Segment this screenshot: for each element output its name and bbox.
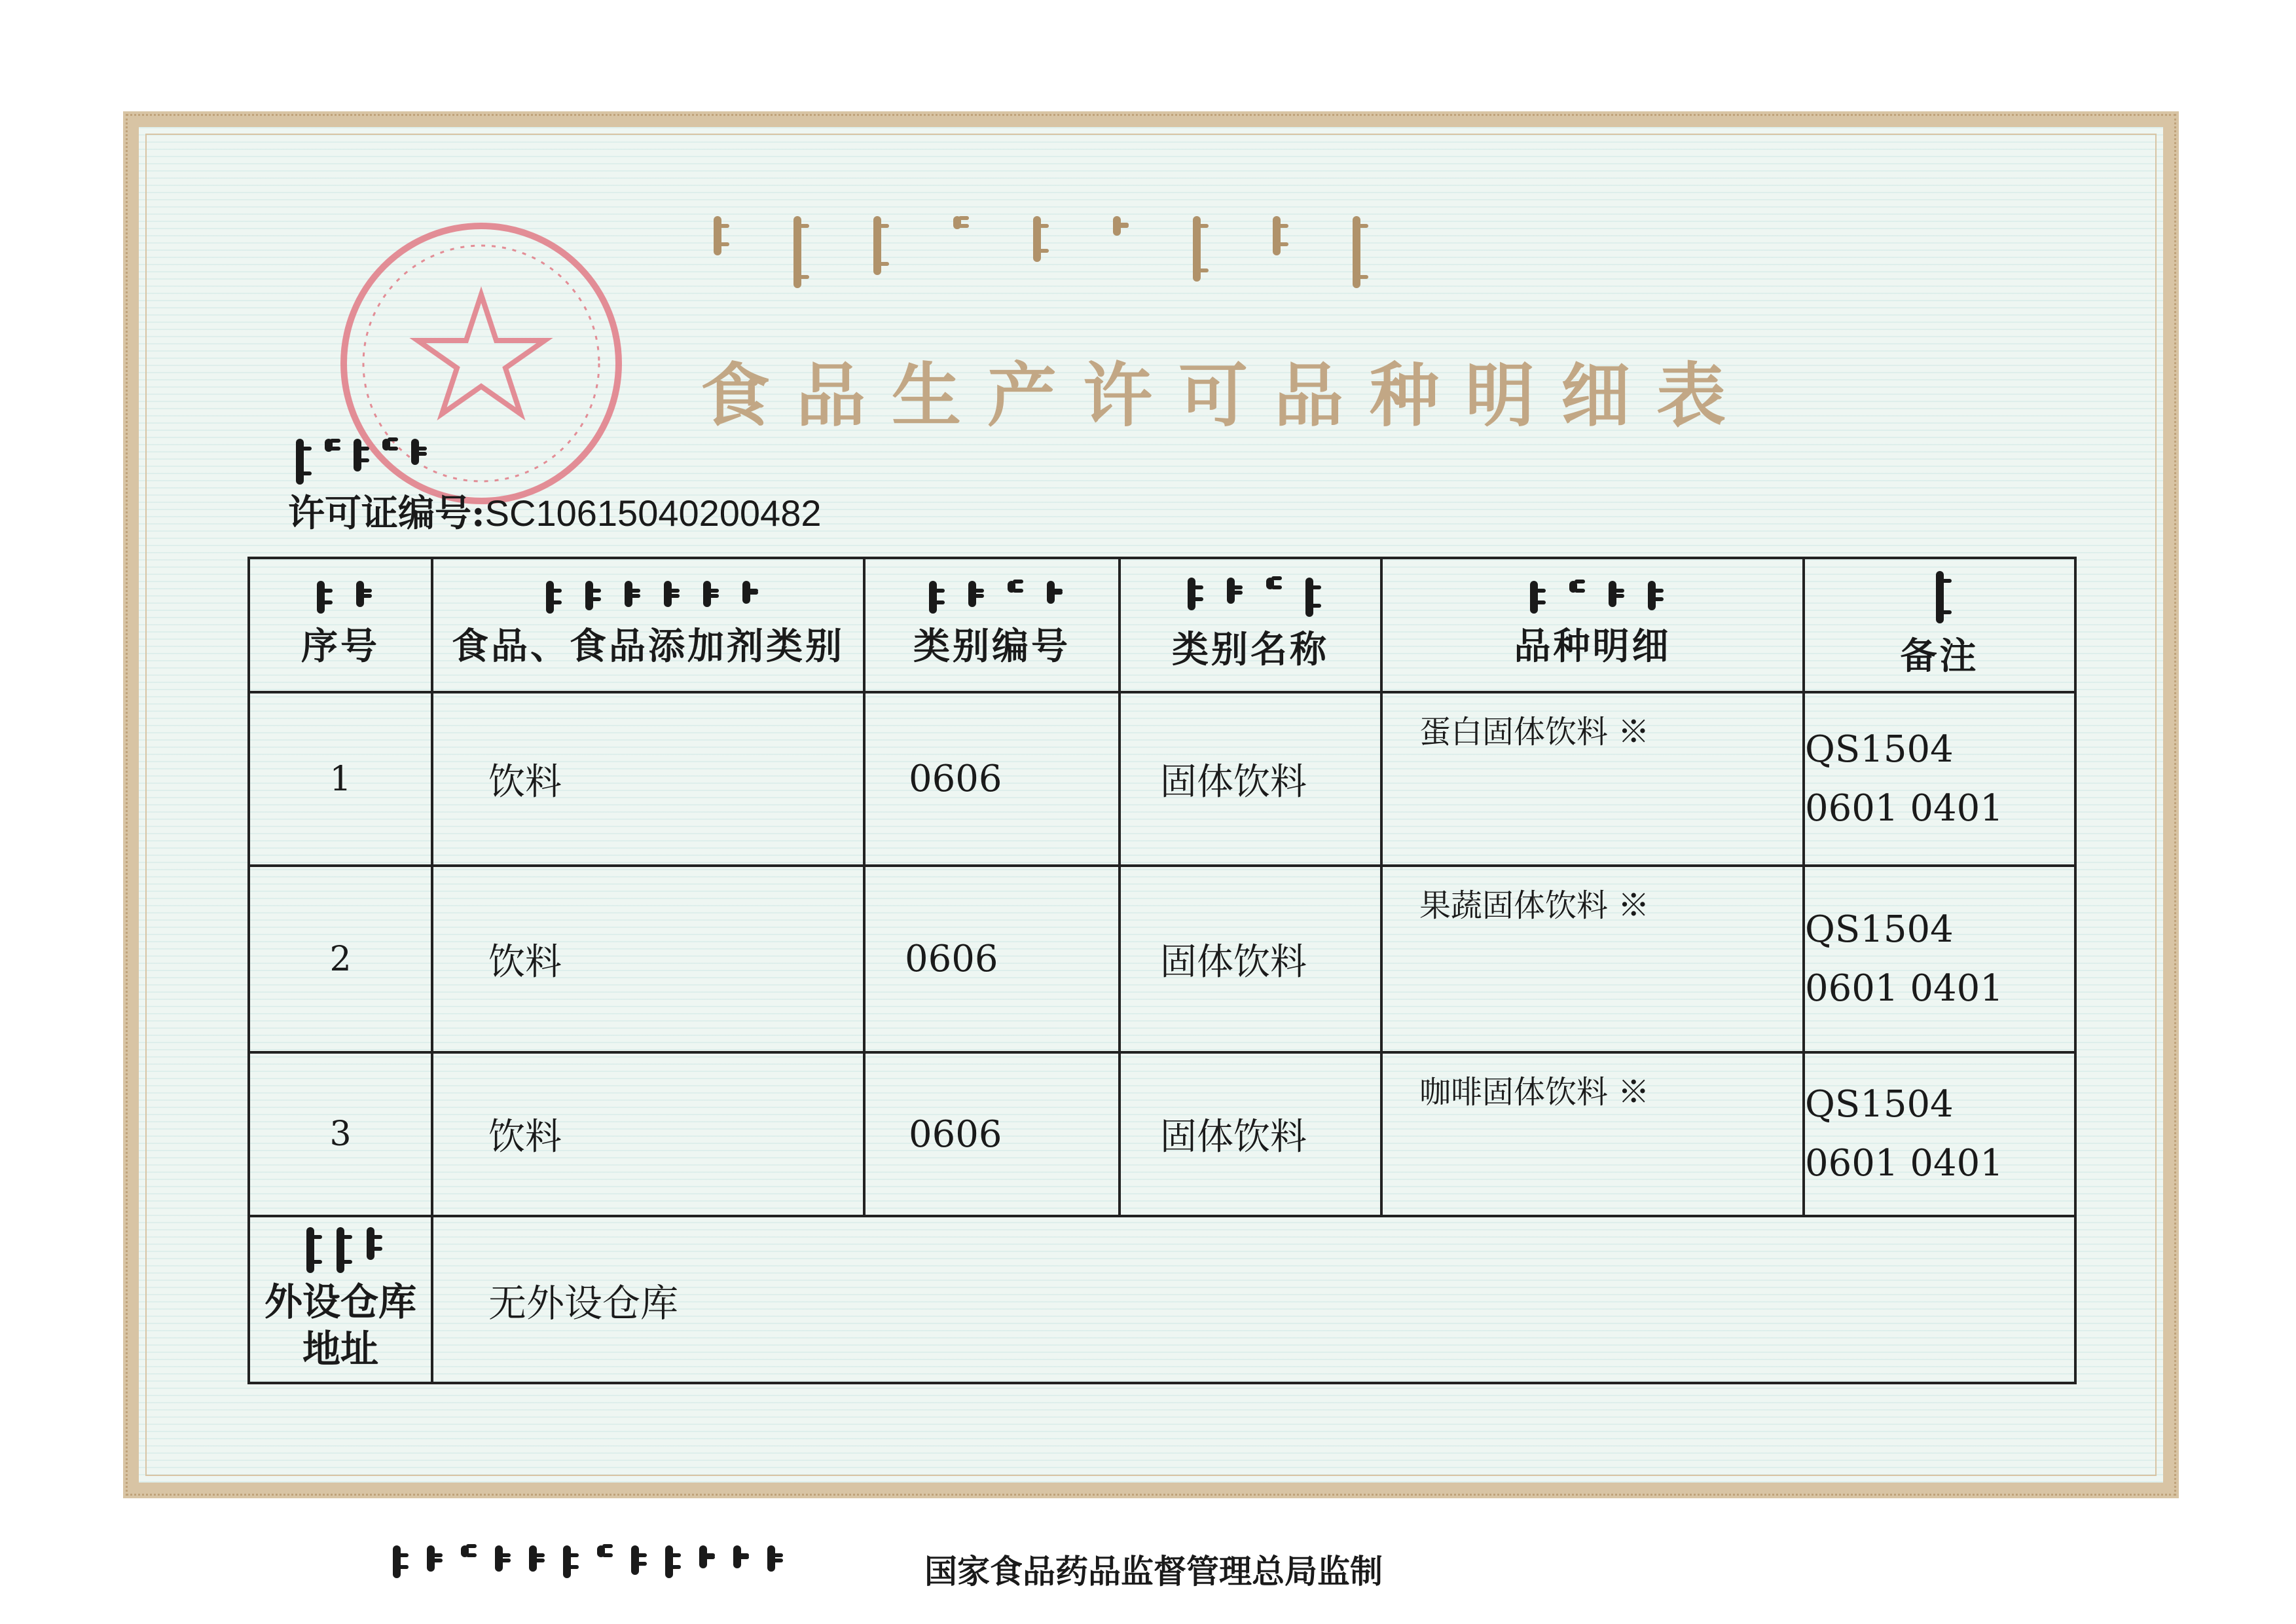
variety-text: 咖啡固体饮料 ※ — [1419, 1074, 1650, 1111]
code-text: 0606 — [905, 938, 998, 980]
license-number-line — [288, 485, 822, 537]
row-category-name — [1120, 866, 1381, 1052]
header-mongolian — [1383, 581, 1802, 614]
footer-issuer: 国家食品药品监督管理总局监制 — [924, 1552, 1383, 1591]
license-label: 许可证编号: — [288, 492, 485, 535]
row-category — [432, 1052, 864, 1216]
header-mongolian — [433, 581, 863, 614]
header-label: 序号 — [301, 624, 380, 668]
table-row — [249, 1052, 2075, 1216]
row-variety — [1381, 692, 1804, 866]
row-variety — [1381, 866, 1804, 1052]
category-name-text: 固体饮料 — [1160, 940, 1307, 984]
header-label: 类别编号 — [913, 624, 1070, 668]
header-code — [864, 558, 1120, 692]
table-row — [249, 692, 2075, 866]
category-name-text: 固体饮料 — [1160, 1116, 1307, 1158]
category-text: 饮料 — [488, 760, 562, 803]
title-mongolian-script — [714, 216, 1360, 288]
category-text: 饮料 — [488, 940, 562, 984]
row-index: 2 — [249, 866, 432, 1052]
header-category-name — [1120, 558, 1381, 692]
header-mongolian — [1121, 578, 1380, 617]
row-variety — [1381, 1052, 1804, 1216]
row-remark — [1804, 692, 2075, 866]
code-text: 0606 — [909, 1113, 1002, 1156]
footer-mongolian-script — [393, 1545, 775, 1578]
header-label: 食品、食品添加剂类别 — [452, 624, 845, 668]
row-category — [432, 692, 864, 866]
category-name-text: 固体饮料 — [1160, 760, 1307, 803]
remark-line: 0601 0401 — [1805, 786, 2003, 830]
warehouse-label-line: 地址 — [302, 1326, 378, 1371]
warehouse-mongolian — [250, 1227, 431, 1273]
remark-line: QS1504 — [1805, 1083, 1954, 1126]
warehouse-row — [249, 1216, 2075, 1383]
row-category-name — [1120, 1052, 1381, 1216]
row-index: 3 — [249, 1052, 432, 1216]
header-remark — [1804, 558, 2075, 692]
header-mongolian — [1805, 571, 2074, 623]
row-code — [864, 692, 1120, 866]
warehouse-label — [250, 1278, 431, 1373]
header-mongolian — [250, 581, 431, 614]
remark-line: QS1504 — [1805, 728, 1954, 771]
warehouse-label-cell — [249, 1216, 432, 1383]
header-variety — [1381, 558, 1804, 692]
header-index — [249, 558, 432, 692]
variety-text: 蛋白固体饮料 ※ — [1419, 714, 1650, 750]
remark-line: QS1504 — [1805, 908, 1954, 951]
variety-table — [247, 557, 2077, 1384]
header-category — [432, 558, 864, 692]
header-label: 备注 — [1900, 634, 1979, 678]
variety-text: 果蔬固体饮料 ※ — [1419, 887, 1650, 924]
row-remark — [1804, 1052, 2075, 1216]
warehouse-value: 无外设仓库 — [432, 1216, 2075, 1383]
table-header-row — [249, 558, 2075, 692]
row-code — [864, 866, 1120, 1052]
row-index: 1 — [249, 692, 432, 866]
header-mongolian — [866, 581, 1118, 614]
header-label: 品种明细 — [1514, 624, 1671, 668]
document-title: 食品生产许可品种明细表 — [701, 354, 1752, 436]
category-text: 饮料 — [488, 1116, 562, 1158]
license-number: SC10615040200482 — [484, 492, 822, 534]
license-mongolian-script — [296, 439, 419, 485]
table-row — [249, 866, 2075, 1052]
row-category — [432, 866, 864, 1052]
warehouse-label-line: 外设仓库 — [264, 1279, 416, 1324]
row-category-name — [1120, 692, 1381, 866]
code-text: 0606 — [909, 758, 1002, 800]
row-remark — [1804, 866, 2075, 1052]
remark-line: 0601 0401 — [1805, 967, 2003, 1010]
row-code — [864, 1052, 1120, 1216]
remark-line: 0601 0401 — [1805, 1142, 2003, 1185]
header-label: 类别名称 — [1172, 627, 1329, 671]
